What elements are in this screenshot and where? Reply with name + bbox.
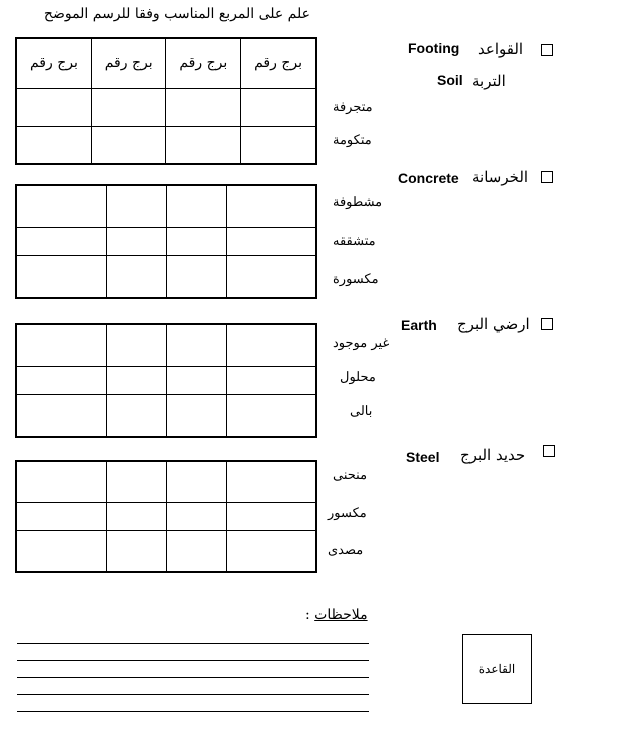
check-cell[interactable] (16, 395, 106, 437)
category-label-en: Earth (401, 317, 437, 333)
base-label: القاعدة (478, 662, 516, 676)
check-cell[interactable] (226, 503, 316, 531)
check-cell[interactable] (106, 185, 166, 227)
check-cell[interactable] (166, 530, 226, 572)
check-cell[interactable] (106, 530, 166, 572)
notes-line[interactable] (17, 711, 369, 712)
check-cell[interactable] (16, 366, 106, 394)
row-label: متجرفة (333, 100, 373, 115)
category-label-en: Footing (408, 40, 460, 56)
notes-line[interactable] (17, 643, 369, 644)
row-label: مكسور (328, 506, 367, 521)
check-cell[interactable] (106, 461, 166, 503)
check-cell[interactable] (106, 227, 166, 255)
tower-header: برج رقم (16, 38, 91, 88)
row-label: متكومة (333, 133, 372, 148)
row-label: متشققه (333, 234, 376, 249)
category-label-en: Concrete (398, 170, 459, 186)
check-cell[interactable] (226, 256, 316, 298)
check-cell[interactable] (166, 227, 226, 255)
category-label-ar: حديد البرج (460, 446, 526, 464)
category-label-ar: القواعد (478, 40, 524, 58)
notes-heading (305, 607, 368, 623)
notes-line[interactable] (17, 660, 369, 661)
earth-checkbox[interactable] (541, 318, 553, 330)
row-label: بالى (350, 404, 373, 419)
category-label-ar: الخرسانة (472, 168, 529, 186)
check-cell[interactable] (166, 324, 226, 366)
page-title: علم على المربع المناسب وفقا للرسم الموضح (43, 6, 310, 22)
check-cell[interactable] (226, 461, 316, 503)
footing-table (15, 37, 317, 165)
check-cell[interactable] (166, 366, 226, 394)
check-cell[interactable] (166, 395, 226, 437)
check-cell[interactable] (166, 503, 226, 531)
subcategory-label-ar: التربة (472, 72, 506, 90)
check-cell[interactable] (106, 366, 166, 394)
check-cell[interactable] (226, 324, 316, 366)
base-box (462, 634, 532, 704)
category-label-en: Steel (406, 449, 440, 465)
check-cell[interactable] (226, 395, 316, 437)
earth-table (15, 323, 317, 438)
check-cell[interactable] (166, 461, 226, 503)
category-label-ar: ارضي البرج (457, 315, 530, 333)
row-label: منحنى (333, 468, 368, 483)
check-cell[interactable] (106, 256, 166, 298)
steel-table (15, 460, 317, 573)
row-label: غير موجود (333, 336, 390, 351)
check-cell[interactable] (226, 366, 316, 394)
check-cell[interactable] (241, 88, 316, 126)
check-cell[interactable] (16, 88, 91, 126)
check-cell[interactable] (226, 530, 316, 572)
row-label: مكسورة (333, 272, 379, 287)
check-cell[interactable] (241, 126, 316, 164)
concrete-table (15, 184, 317, 299)
check-cell[interactable] (106, 395, 166, 437)
check-cell[interactable] (16, 503, 106, 531)
footing-checkbox[interactable] (541, 44, 553, 56)
row-label: محلول (340, 370, 376, 385)
check-cell[interactable] (16, 530, 106, 572)
notes-line[interactable] (17, 694, 369, 695)
check-cell[interactable] (226, 227, 316, 255)
tower-header: برج رقم (241, 38, 316, 88)
check-cell[interactable] (16, 461, 106, 503)
tower-header: برج رقم (91, 38, 166, 88)
check-cell[interactable] (16, 126, 91, 164)
check-cell[interactable] (166, 185, 226, 227)
row-label: مشطوفة (333, 195, 383, 210)
check-cell[interactable] (16, 185, 106, 227)
row-label: مصدى (328, 543, 364, 558)
check-cell[interactable] (16, 227, 106, 255)
notes-line[interactable] (17, 677, 369, 678)
check-cell[interactable] (226, 185, 316, 227)
notes-colon: : (305, 607, 310, 623)
check-cell[interactable] (91, 126, 166, 164)
tower-header: برج رقم (166, 38, 241, 88)
check-cell[interactable] (166, 256, 226, 298)
check-cell[interactable] (106, 503, 166, 531)
notes-label: ملاحظات (314, 607, 368, 623)
concrete-checkbox[interactable] (541, 171, 553, 183)
check-cell[interactable] (91, 88, 166, 126)
check-cell[interactable] (166, 88, 241, 126)
subcategory-label-en: Soil (437, 72, 463, 88)
check-cell[interactable] (106, 324, 166, 366)
check-cell[interactable] (16, 324, 106, 366)
check-cell[interactable] (16, 256, 106, 298)
check-cell[interactable] (166, 126, 241, 164)
steel-checkbox[interactable] (543, 445, 555, 457)
